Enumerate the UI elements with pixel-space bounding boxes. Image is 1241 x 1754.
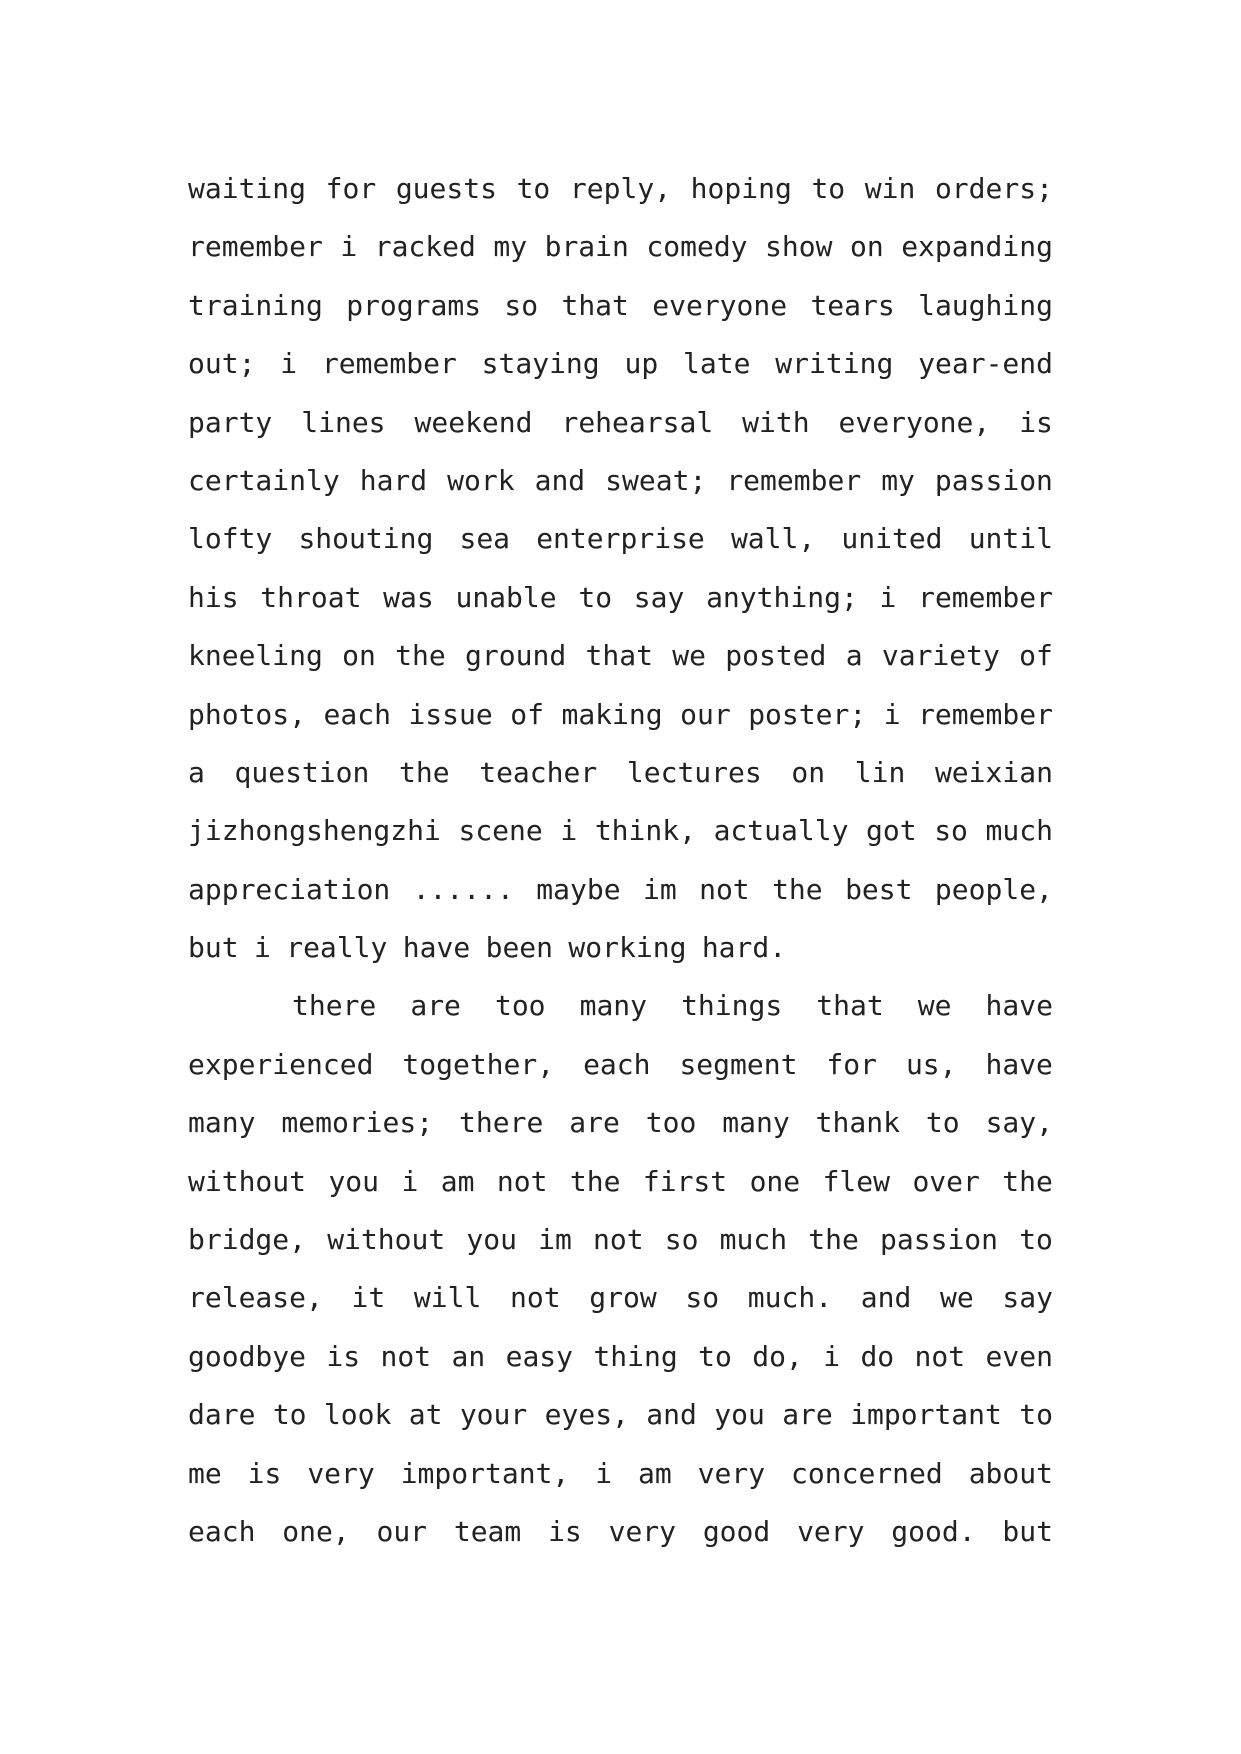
word: each	[188, 1514, 256, 1548]
word: many	[722, 1106, 790, 1140]
word: bridge,	[188, 1223, 307, 1257]
word: very	[608, 1514, 677, 1548]
word: but	[188, 931, 239, 965]
word: one	[749, 1164, 801, 1198]
word: everyone,	[838, 405, 991, 439]
word: the	[772, 872, 823, 906]
word: waiting	[188, 172, 307, 205]
word: do,	[752, 1339, 803, 1373]
word: you	[466, 1223, 517, 1257]
text-line	[188, 1445, 1053, 1503]
word: i	[280, 347, 298, 381]
word: on	[342, 639, 376, 673]
word: photos,	[188, 697, 307, 731]
text-line	[188, 686, 1053, 744]
word: passion	[880, 1223, 999, 1257]
word: wall,	[730, 522, 816, 556]
word: things	[681, 989, 783, 1023]
word: very	[307, 1456, 375, 1490]
word: i	[560, 814, 578, 848]
word: say	[1002, 1281, 1053, 1315]
word: not	[510, 1281, 561, 1315]
word: hard	[359, 463, 428, 497]
word: the	[569, 1164, 621, 1198]
word: to	[925, 1106, 960, 1140]
word: staying	[481, 347, 600, 381]
word: of	[510, 697, 544, 731]
text-line	[188, 1386, 1053, 1444]
word: people,	[934, 872, 1053, 906]
word: my	[493, 230, 528, 264]
word: over	[912, 1164, 980, 1198]
word: is	[326, 1339, 361, 1373]
word: got	[866, 814, 917, 848]
word: the	[808, 1223, 859, 1257]
text-line	[188, 277, 1053, 335]
word: me	[188, 1456, 222, 1490]
word: orders;	[934, 172, 1053, 205]
word: ground	[465, 639, 567, 673]
word: so	[504, 288, 539, 322]
word: unable	[455, 580, 557, 614]
word: of	[1019, 639, 1053, 673]
word: remember	[918, 580, 1053, 614]
word: very	[797, 1514, 865, 1548]
word: on	[849, 230, 884, 264]
word: there	[459, 1106, 544, 1140]
word: much	[985, 814, 1053, 848]
word: remember	[321, 347, 457, 381]
word: not	[914, 1339, 966, 1373]
word: and	[534, 463, 586, 497]
word: it	[351, 1281, 386, 1315]
word: lin	[854, 755, 906, 789]
word: certainly	[188, 463, 340, 497]
word: and	[860, 1281, 912, 1315]
word: party	[188, 405, 273, 439]
word: im	[642, 872, 677, 906]
text-line	[188, 1503, 1053, 1561]
word: so	[685, 1281, 720, 1315]
word: you	[328, 1164, 380, 1198]
word: but	[1002, 1514, 1053, 1548]
word: we	[940, 1281, 974, 1315]
word: teacher	[479, 755, 598, 789]
word: not	[699, 872, 750, 906]
word: to	[811, 172, 846, 205]
word: about	[968, 1456, 1053, 1490]
word: do	[860, 1339, 895, 1373]
word: a	[845, 639, 863, 673]
word: your	[459, 1398, 528, 1432]
word: united	[841, 522, 943, 556]
word: release,	[188, 1281, 323, 1315]
text-line	[188, 1094, 1053, 1152]
word: thing	[593, 1339, 678, 1373]
word: expanding	[901, 230, 1053, 264]
word: maybe	[536, 872, 621, 906]
word: his	[188, 580, 239, 614]
word: too	[494, 989, 546, 1023]
word: at	[408, 1398, 443, 1432]
word: anything;	[706, 580, 858, 614]
word: without	[327, 1223, 446, 1257]
word: kneeling	[188, 639, 323, 673]
text-line	[188, 802, 1053, 860]
word: i	[401, 1164, 419, 1198]
word: for	[325, 172, 377, 205]
word: working	[568, 931, 687, 965]
word: not	[593, 1223, 644, 1257]
word: show	[765, 230, 833, 264]
word: year-end	[918, 347, 1053, 381]
text-line	[188, 744, 1053, 802]
word: not	[380, 1339, 432, 1373]
word: making	[561, 697, 663, 731]
word: easy	[505, 1339, 574, 1373]
word: an	[451, 1339, 486, 1373]
word: for	[826, 1047, 877, 1081]
word: im	[538, 1223, 572, 1257]
word: up	[624, 347, 659, 381]
word: experienced	[188, 1047, 374, 1081]
word: that	[585, 639, 653, 673]
word: programs	[346, 288, 482, 322]
word: not	[496, 1164, 548, 1198]
body-text	[188, 160, 1053, 1561]
word: laughing	[918, 288, 1053, 322]
word: scene	[458, 814, 543, 848]
word: sea	[459, 522, 511, 556]
text-line	[188, 569, 1053, 627]
word: much.	[747, 1281, 833, 1315]
text-line	[188, 1269, 1053, 1327]
word: i	[883, 697, 901, 731]
word: is	[247, 1456, 282, 1490]
word: many	[188, 1106, 256, 1140]
word: together,	[402, 1047, 555, 1081]
word: weixian	[934, 755, 1053, 789]
word: grow	[589, 1281, 657, 1315]
word: remember	[188, 230, 323, 264]
word: flew	[822, 1164, 891, 1198]
word: i	[253, 931, 271, 965]
word: goodbye	[188, 1339, 307, 1373]
word: enterprise	[536, 522, 705, 556]
word: ......	[412, 872, 514, 906]
word: throat	[260, 580, 362, 614]
word: dare	[188, 1398, 256, 1432]
word: racked	[374, 230, 476, 264]
word: team	[453, 1514, 522, 1548]
word: reply,	[569, 172, 672, 205]
word: there	[292, 989, 377, 1023]
word: on	[791, 755, 826, 789]
word: my	[881, 463, 915, 497]
word: have	[402, 931, 471, 965]
word: i	[595, 1456, 613, 1490]
word: much	[719, 1223, 788, 1257]
text-line	[188, 1328, 1053, 1386]
word: that	[816, 989, 884, 1023]
word: to	[698, 1339, 732, 1373]
word: have	[985, 1047, 1053, 1081]
word: we	[672, 639, 706, 673]
word: look	[323, 1398, 392, 1432]
word: tears	[810, 288, 895, 322]
word: best	[845, 872, 913, 906]
word: many	[579, 989, 648, 1023]
text-line	[188, 335, 1053, 393]
word: memories;	[281, 1106, 434, 1140]
text-line	[188, 1153, 1053, 1211]
text-line	[188, 452, 1053, 510]
word: thank	[815, 1106, 900, 1140]
word: variety	[881, 639, 1000, 673]
word: are	[410, 989, 461, 1023]
word: important,	[400, 1456, 570, 1490]
word: lectures	[626, 755, 762, 789]
word: been	[485, 931, 554, 965]
word: rehearsal	[561, 405, 714, 439]
word: our	[376, 1514, 428, 1548]
word: out;	[188, 347, 256, 381]
word: issue	[408, 697, 493, 731]
word: until	[968, 522, 1053, 556]
text-line	[188, 861, 1053, 919]
word: brain	[544, 230, 629, 264]
word: our	[680, 697, 731, 731]
word: posted	[725, 639, 827, 673]
word: remember	[726, 463, 862, 497]
word: have	[985, 989, 1053, 1023]
word: remember	[918, 697, 1053, 731]
word: late	[683, 347, 751, 381]
word: really	[286, 931, 388, 965]
text-line	[188, 919, 1053, 977]
word: writing	[775, 347, 894, 381]
word: very	[697, 1456, 766, 1490]
word: am	[638, 1456, 672, 1490]
word: good.	[891, 1514, 976, 1548]
word: will	[413, 1281, 482, 1315]
word: with	[742, 405, 810, 439]
word: hoping	[690, 172, 792, 205]
word: weekend	[414, 405, 533, 439]
word: to	[272, 1398, 307, 1432]
word: say	[633, 580, 685, 614]
word: i	[340, 230, 358, 264]
word: appreciation	[188, 872, 391, 906]
word: you	[714, 1398, 765, 1432]
word: the	[1002, 1164, 1053, 1198]
word: work	[447, 463, 515, 497]
word: passion	[934, 463, 1053, 497]
word: lofty	[188, 522, 273, 556]
word: lines	[301, 405, 386, 439]
text-line	[188, 1036, 1053, 1094]
word: that	[561, 288, 629, 322]
word: guests	[395, 172, 497, 205]
text-line	[188, 218, 1053, 276]
word: say,	[985, 1106, 1053, 1140]
text-line	[188, 510, 1053, 568]
word: to	[578, 580, 613, 614]
word: we	[917, 989, 952, 1023]
word: win	[864, 172, 916, 205]
word: was	[383, 580, 434, 614]
word: segment	[679, 1047, 798, 1081]
word: is	[548, 1514, 582, 1548]
word: to	[1019, 1398, 1053, 1432]
word: am	[440, 1164, 475, 1198]
word: are	[782, 1398, 833, 1432]
word: training	[188, 288, 323, 322]
word: and	[646, 1398, 697, 1432]
word: is	[1019, 405, 1053, 439]
word: are	[569, 1106, 620, 1140]
word: each	[583, 1047, 651, 1081]
word: too	[645, 1106, 697, 1140]
word: so	[934, 814, 968, 848]
word: comedy	[646, 230, 748, 264]
word: us,	[905, 1047, 957, 1081]
word: i	[823, 1339, 841, 1373]
word: each	[323, 697, 391, 731]
word: eyes,	[544, 1398, 629, 1432]
text-line	[188, 160, 1053, 218]
word: think,	[594, 814, 696, 848]
word: important	[850, 1398, 1002, 1432]
word: the	[399, 755, 450, 789]
word: jizhongshengzhi	[188, 814, 441, 848]
word: actually	[713, 814, 849, 848]
text-line	[188, 394, 1053, 452]
word: sweat;	[605, 463, 707, 497]
word: shouting	[298, 522, 434, 556]
word: even	[985, 1339, 1053, 1373]
word: poster;	[748, 697, 867, 731]
word: question	[234, 755, 370, 789]
word: so	[664, 1223, 699, 1257]
word: first	[642, 1164, 728, 1198]
word: a	[188, 755, 205, 789]
word: to	[516, 172, 551, 205]
text-line	[188, 627, 1053, 685]
word: one,	[282, 1514, 350, 1548]
word: concerned	[791, 1456, 943, 1490]
word: i	[879, 580, 897, 614]
word: to	[1019, 1223, 1053, 1257]
word: everyone	[652, 288, 788, 322]
word: without	[188, 1164, 307, 1198]
word: the	[395, 639, 446, 673]
word: good	[702, 1514, 771, 1548]
word: hard.	[701, 931, 787, 965]
text-line	[188, 1211, 1053, 1269]
text-line	[188, 977, 1053, 1035]
